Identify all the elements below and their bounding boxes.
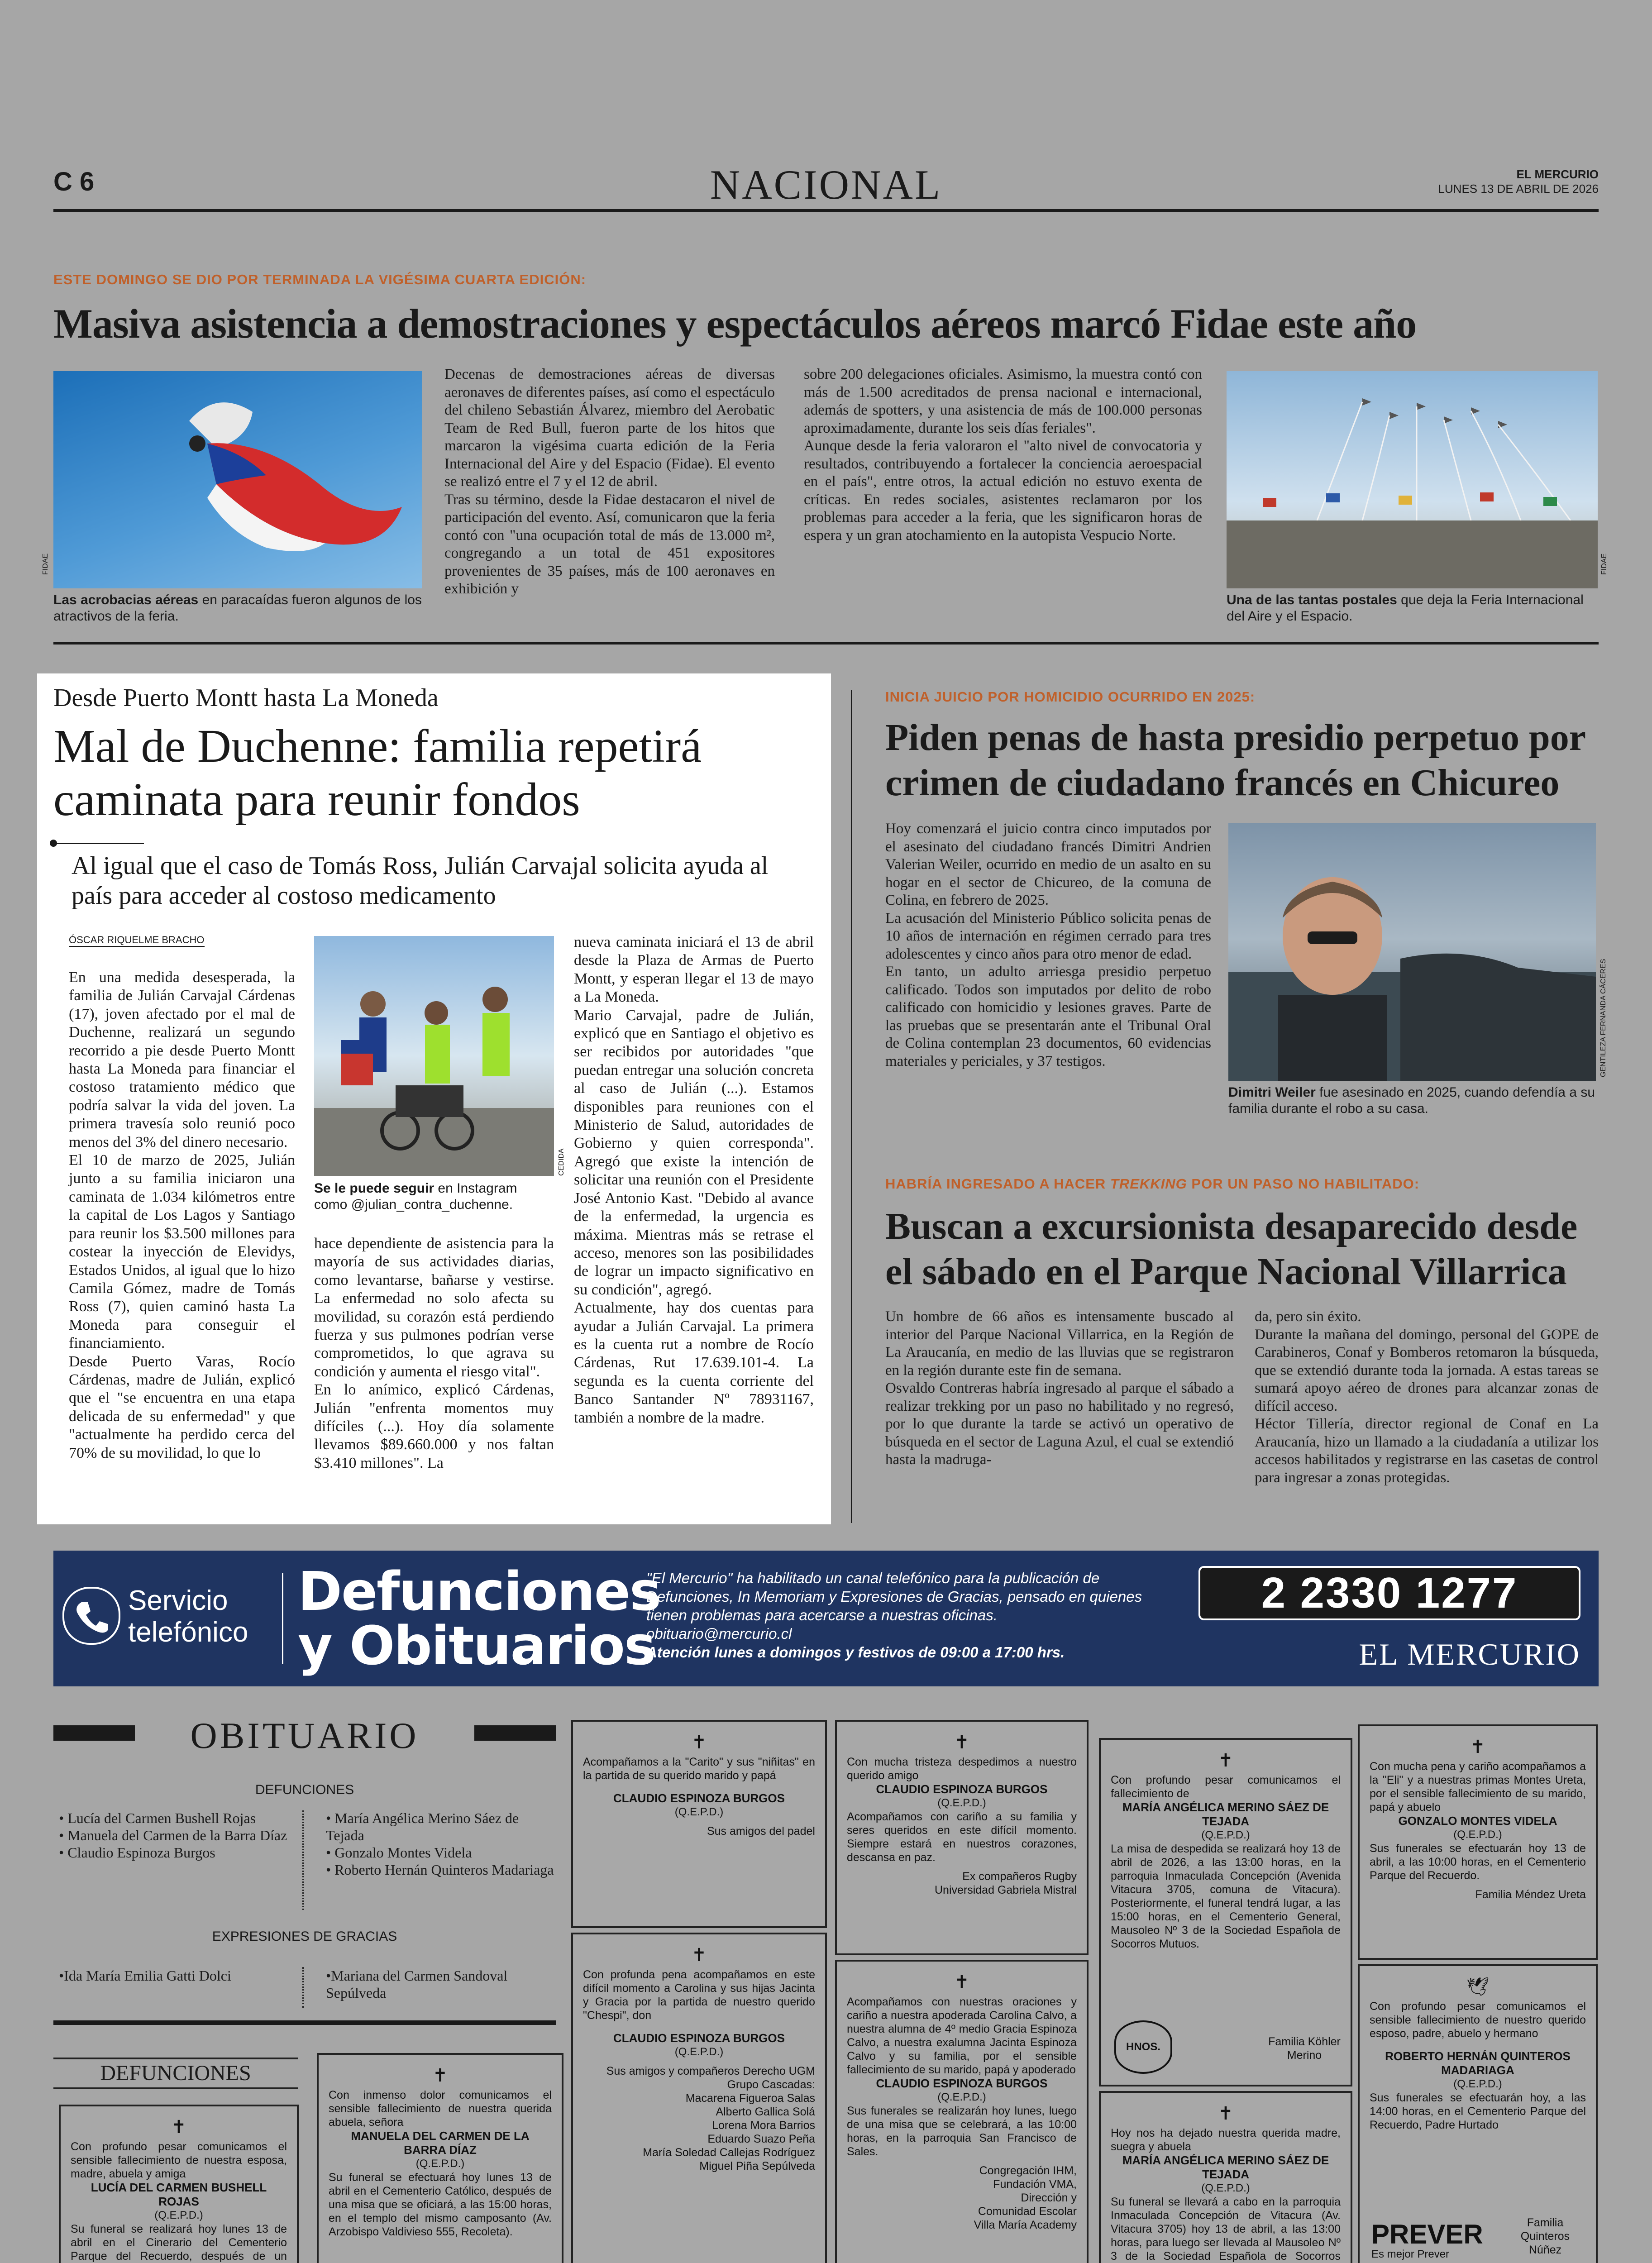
obituary-card-quinteros[interactable]: 🕊 Con profundo pesar comunicamos el sensible fallecimiento de nuestro querido esposo, padre, abuelo y hermano ROBERTO HERNÁN QUINTEROS MADARIAGA (Q.E.P.D.) Sus funerales se efectuarán hoy, a las 14:00 horas, en el Cementerio Parque del Recuerdo, Padre Hurtado PREVER Es mejor Prever Familia Quinteros Núñez: [1358, 1964, 1598, 2263]
defunciones-section-label: DEFUNCIONES: [53, 2058, 298, 2089]
obituario-title-bar-right: [474, 1725, 556, 1741]
fidae-caption-right: Una de las tantas postales que deja la Feria Internacional del Aire y el Espacio.: [1227, 592, 1584, 624]
banner-service-top: Servicio: [128, 1585, 228, 1616]
fidae-col2: sobre 200 delegaciones oficiales. Asimismo, la muestra contó con más de 1.500 acreditados de prensa nacional e internacional, además de spotters, y una asistencia de más de 100.000 personas aproximadamente, durante los seis días feriales". Aunque desde la feria valoraron el "alto nivel de convocatoria y resultados, contribuyendo a fortalecer la conciencia aeroespacial en el país", entre otros, la actual edición no estuvo exenta de críticas. En redes sociales, asistentes reclamaron por los problemas para acceder a la feria, que les significaron horas de espera y un gran atochamiento en la autopista Vespucio Norte.: [804, 366, 1202, 544]
banner-title-bottom: y Obituarios: [298, 1614, 655, 1677]
defunciones-index-label: DEFUNCIONES: [255, 1782, 354, 1797]
duchenne-dek-rule: [53, 843, 144, 844]
cross-icon: ✝: [432, 2066, 448, 2086]
homicidio-photo-credit: GENTILEZA FERNANDA CÁCERES: [1599, 959, 1607, 1077]
obituario-title-text: OBITUARIO: [190, 1715, 419, 1756]
obituario-title-bar-left: [53, 1725, 135, 1741]
excursionista-col2: da, pero sin éxito. Durante la mañana del domingo, personal del GOPE de Carabineros, Conaf y Bomberos retomaron la búsqueda, que se extendió durante toda la jornada. A estas tareas se sumará apoyo aéreo de drones para alcanzar zonas de difícil acceso. Héctor Tillería, director regional de Conaf en La Araucanía, hizo un llamado a la ciudadanía a utilizar los accesos habilitados y registrarse en las casetas de control para ingresar a zonas protegidas.: [1255, 1308, 1599, 1486]
homicidio-body: Hoy comenzará el juicio contra cinco imputados por el asesinato del ciudadano francés Dimitri Andrien Valerian Weiler, ocurrido en medio de un asalto en su hogar en el sector de Chicureo, de la comuna de Colina, en febrero de 2025. La acusación del Ministerio Público solicita penas de 10 años de internación en régimen cerrado para tres adolescentes y cinco años para otro menor de edad. En tanto, un adulto arriesga presidio perpetuo calificado. Todos son imputados por delito de robo calificado con homicidio y lesiones graves. Parte de las pruebas que se presentarán ante el Tribunal Oral de Colina contemplan 23 documentos, 60 evidencias materiales y periciales, y 37 testigos.: [885, 821, 1211, 1069]
phone-icon: [62, 1587, 120, 1645]
paper-name: EL MERCURIO: [1516, 167, 1599, 181]
walkers-illustration: [314, 936, 554, 1176]
cross-icon: ✝: [954, 1733, 969, 1752]
banner-text: "El Mercurio" ha habilitado un canal telefónico para la publicación de Defunciones, In Memoriam y Expresiones de Gracias, pensado en quienes tienen problemas para acercarse a nuestras oficinas. obituario@mercurio.cl Atención lunes a domingos y festivos de 09:00 a 17:00 hrs.: [646, 1570, 1142, 1661]
excursionista-headline: Buscan a excursionista desaparecido desde el sábado en el Parque Nacional Villarrica: [885, 1205, 1578, 1293]
banner-phone-box: [1198, 1566, 1580, 1620]
cross-icon: ✝: [954, 1972, 969, 1992]
obituary-card-montes-b[interactable]: ✝ Con mucha pena y cariño acompañamos a la "Eli" y a nuestras primas Montes Ureta, por el sensible fallecimiento de su marido, papá y abuelo GONZALO MONTES VIDELA (Q.E.P.D.) Sus funerales se efectuarán hoy 13 de abril, a las 10:00 horas, en el Cementerio Parque del Recuerdo. Familia Méndez Ureta: [1358, 1724, 1598, 1960]
index-entry[interactable]: •Ida María Emilia Gatti Dolci: [59, 1967, 231, 1984]
duchenne-headline: Mal de Duchenne: familia repetirá caminata para reunir fondos: [53, 720, 702, 826]
defunciones-index-right: [326, 1809, 557, 1878]
index-entry[interactable]: • Roberto Hernán Quinteros Madariaga: [326, 1862, 554, 1878]
defunciones-index-left: [59, 1809, 294, 1861]
obituary-card-claudio-d[interactable]: ✝ Con profunda pena acompañamos en este difícil momento a Carolina y sus hijas Jacinta y Gracia por la partida de nuestro querido "Chespi", don CLAUDIO ESPINOZA BURGOS (Q.E.P.D.) Sus amigos y compañeros Derecho UGM Grupo Cascadas: Macarena Figueroa Salas Alberto Gallica Solá Lorena Mora Barrios Eduardo Suazo Peña María Soledad Callejas Rodríguez Miguel Piña Sepúlveda: [571, 1933, 827, 2263]
duchenne-kicker: Desde Puerto Montt hasta La Moneda: [53, 684, 439, 712]
banner-service-bottom: telefónico: [128, 1617, 248, 1648]
banner-divider: [282, 1573, 283, 1664]
duchenne-col2: hace dependiente de asistencia para la mayoría de sus actividades diarias, como levantarse, bañarse y vestirse. La enfermedad no solo afecta su movilidad, su corazón está perdiendo fuerza y sus pulmones podrían verse comprometidos, lo que agrava su condición y aumenta el riesgo vital". En lo anímico, explicó Cárdenas, Julián "enfrenta momentos muy difíciles (...). Hoy día solamente llevamos $89.660.000 y nos faltan $3.410 millones". La: [314, 1235, 554, 1471]
obituary-card-manuela-2[interactable]: ✝ Con inmenso dolor comunicamos el sensible fallecimiento de nuestra querida abuela, señora MANUELA DEL CARMEN DE LA BARRA DÍAZ (Q.E.P.D.) Su funeral se efectuará hoy lunes 13 de abril en el Cementerio Católico, después de una misa que se oficiará, a las 15:00 horas, en el templo del mismo camposanto (Av. Arzobispo Valdivieso 555, Recoleta).: [317, 2053, 563, 2263]
fidae-col1: Decenas de demostraciones aéreas de diversas aeronaves de diferentes países, así como el espectáculo del chileno Sebastián Álvarez, miembro del Aerobatic Team de Red Bull, fueron parte de los hitos que marcaron la vigésima cuarta edición de la Feria Internacional del Aire y del Espacio (Fidae). El evento se realizó entre el 7 y el 12 de abril. Tras su término, desde la Fidae destacaron el nivel de participación del evento. Así, comunicaron que la feria contó con "una ocupación total de más de 13.000 m², congregando a un total de 451 expositores provenientes de 35 países, más de 100 aeronaves en exhibición y: [444, 366, 775, 597]
expresiones-index-right: [326, 1967, 557, 2001]
obituary-card-claudio-h[interactable]: ✝ Acompañamos con nuestras oraciones y cariño a nuestra apoderada Carolina Calvo, a nuestra alumna de 4º medio Gracia Espinoza Calvo, a nuestra exalumna Jacinta Espinoza Calvo y su familia, por el sensible fallecimiento de su marido, papá y apoderado CLAUDIO ESPINOZA BURGOS (Q.E.P.D.) Sus funerales se realizarán hoy lunes, luego de una misa que se celebrará, a las 10:00 horas, en la parroquia San Francisco de Sales. Congregación IHM, Fundación VMA, Dirección y Comunidad Escolar Villa María Academy: [835, 1960, 1089, 2263]
obituario-title: [53, 1715, 556, 1756]
air-show-crowd-illustration: [1227, 371, 1598, 588]
cross-icon: ✝: [1218, 1751, 1233, 1771]
index-entry[interactable]: •Mariana del Carmen Sandoval Sepúlveda: [326, 1967, 508, 2001]
obituary-card-merino-c[interactable]: ✝ Hoy nos ha dejado nuestra querida madre, suegra y abuela MARÍA ANGÉLICA MERINO SÁEZ DE TEJADA (Q.E.P.D.) Su funeral se llevará a cabo en la parroquia Inmaculada Concepción de Vitacura (Av. Vitacura 3705) hoy 13 de abril, a las 13:00 horas, para luego ser llevada al Mausoleo Nº 3 de la Sociedad Española de Socorros: [1099, 2091, 1352, 2263]
duchenne-caption: Se le puede seguir en Instagram como @julian_contra_duchenne.: [314, 1181, 517, 1212]
fidae-kicker: ESTE DOMINGO SE DIO POR TERMINADA LA VIGÉSIMA CUARTA EDICIÓN:: [53, 272, 587, 287]
homicidio-kicker: INICIA JUICIO POR HOMICIDIO OCURRIDO EN 2025:: [885, 689, 1256, 705]
expresiones-index-label: EXPRESIONES DE GRACIAS: [212, 1929, 397, 1944]
duchenne-dek-dot: [50, 840, 57, 847]
index-divider-2: [302, 1967, 305, 2008]
page-number: C 6: [53, 167, 95, 196]
portrait-coast-illustration: [1228, 823, 1596, 1081]
fidae-headline: Masiva asistencia a demostraciones y espectáculos aéreos marcó Fidae este año: [53, 301, 1417, 347]
parachute-flag-illustration: [53, 371, 422, 588]
header-rule: [53, 209, 1599, 212]
banner-phone[interactable]: 2 2330 1277: [1261, 1569, 1518, 1617]
obituary-card-merino-b[interactable]: ✝ Con profundo pesar comunicamos el fallecimiento de MARÍA ANGÉLICA MERINO SÁEZ DE TEJADA (Q.E.P.D.) La misa de despedida se realizará hoy 13 de abril de 2026, a las 13:00 horas, en la parroquia Inmaculada Concepción (Avenida Vitacura 3705, comuna de Vitacura). Posteriormente, el funeral tendrá lugar, a las 15:00 horas, en el Cementerio General, Mausoleo Nº 3 de la Sociedad Española de Socorros Mutuos. HNOS. Familia Köhler Merino: [1099, 1738, 1352, 2086]
fidae-photo-credit-left: FIDAE: [42, 553, 49, 575]
cross-icon: ✝: [691, 1733, 707, 1752]
duchenne-dek: Al igual que el caso de Tomás Ross, Julián Carvajal solicita ayuda al país para acceder al costoso medicamento: [72, 852, 769, 910]
banner-brand: EL MERCURIO: [1359, 1637, 1580, 1671]
section-title: NACIONAL: [710, 162, 942, 208]
cross-icon: ✝: [171, 2117, 186, 2137]
cross-icon: ✝: [1470, 1737, 1485, 1757]
index-entry[interactable]: • Gonzalo Montes Videla: [326, 1844, 472, 1861]
expresiones-index-left: [59, 1967, 294, 1984]
fidae-photo-left: [53, 371, 422, 588]
duchenne-photo-credit: CEDIDA: [558, 1148, 565, 1176]
fidae-photo-credit-right: FIDAE: [1600, 553, 1608, 575]
cross-icon: ✝: [1218, 2104, 1233, 2124]
excursionista-col1: Un hombre de 66 años es intensamente buscado al interior del Parque Nacional Villarrica, en la Región de La Araucanía, en medio de las lluvias que se registraron en la región durante este fin de semana. Osvaldo Contreras habría ingresado al parque el sábado a realizar trekking por un paso no habilitado y no regresó, por lo que durante la tarde se activó un operativo de búsqueda en el sector de Laguna Azul, el cual se extendió hasta la madruga-: [885, 1308, 1234, 1468]
obituary-card-claudio-g[interactable]: ✝ Con mucha tristeza despedimos a nuestro querido amigo CLAUDIO ESPINOZA BURGOS (Q.E.P.D.) Acompañamos con cariño a su familia y seres queridos en este difícil momento. Siempre estará en nuestros corazones, descansa en paz. Ex compañeros Rugby Universidad Gabriela Mistral: [835, 1720, 1089, 1955]
column-divider: [851, 690, 852, 1523]
duchenne-photo: [314, 936, 554, 1176]
index-entry[interactable]: • Lucía del Carmen Bushell Rojas: [59, 1810, 256, 1826]
duchenne-byline: ÓSCAR RIQUELME BRACHO: [69, 934, 205, 947]
banner-email[interactable]: obituario@mercurio.cl: [646, 1625, 792, 1642]
funeral-home-logo: HNOS.: [1114, 2020, 1172, 2074]
obituary-card-lucia[interactable]: ✝ Con profundo pesar comunicamos el sensible fallecimiento de nuestra esposa, madre, abuela y amiga LUCÍA DEL CARMEN BUSHELL ROJAS (Q.E.P.D.) Su funeral se realizará hoy lunes 13 de abril en el Cinerario del Cementerio Parque del Recuerdo, después de un: [59, 2105, 299, 2263]
dove-icon: 🕊: [1466, 1977, 1490, 1997]
fidae-caption-left: Las acrobacias aéreas en paracaídas fueron algunos de los atractivos de la feria.: [53, 592, 422, 624]
prever-logo: PREVER Es mejor Prever: [1371, 2219, 1483, 2260]
obituary-card-claudio-c[interactable]: ✝ Acompañamos a la "Carito" y sus "niñitas" en la partida de su querido marido y papá CLAUDIO ESPINOZA BURGOS (Q.E.P.D.) Sus amigos del padel: [571, 1720, 827, 1928]
issue-date: LUNES 13 DE ABRIL DE 2026: [1438, 182, 1599, 196]
duchenne-col3: nueva caminata iniciará el 13 de abril desde la Plaza de Armas de Puerto Montt, y esperan llegar el 13 de mayo a La Moneda. Mario Carvajal, padre de Julián, explicó que en Santiago el objetivo es ser recibidos por autoridades "que puedan entregar una solución concreta al caso de Julián (...). Estamos disponibles para reuniones con el Ministerio de Salud, autoridades de Gobierno y quien corresponda". Agregó que existe la intención de solicitar una reunión con el Presidente José Antonio Kast. "Debido al avance de la enfermedad, la urgencia es máxima. Mientras más se retrase el acceso, menores son las posibilidades de lograr un impacto significativo en su condición", agregó. Actualmente, hay dos cuentas para ayudar a Julián Carvajal. La primera es la cuenta rut a nombre de Rocío Cárdenas, Rut 17.639.101-4. La segunda es la cuenta corriente del Banco Santander Nº 78931167, también a nombre de la madre.: [574, 934, 814, 1426]
homicidio-headline: Piden penas de hasta presidio perpetuo por crimen de ciudadano francés en Chicureo: [885, 716, 1585, 804]
excursionista-kicker: HABRÍA INGRESADO A HACER TREKKING POR UN PASO NO HABILITADO:: [885, 1176, 1420, 1192]
fidae-bottom-rule: [53, 642, 1599, 645]
cross-icon: ✝: [691, 1945, 707, 1965]
index-entry[interactable]: • María Angélica Merino Sáez de Tejada: [326, 1810, 519, 1843]
index-entry[interactable]: • Manuela del Carmen de la Barra Díaz: [59, 1827, 287, 1843]
homicidio-photo: [1228, 823, 1596, 1081]
banner-title-top: Defunciones: [298, 1560, 661, 1623]
fidae-photo-right: [1227, 371, 1598, 588]
duchenne-col1: En una medida desesperada, la familia de Julián Carvajal Cárdenas (17), joven afectado por el mal de Duchenne, realizará un segundo recorrido a pie desde Puerto Montt hasta La Moneda para financiar el costoso tratamiento médico que podría salvar la vida del joven. La primera travesía solo reunió poco menos del 3% del dinero necesario. El 10 de marzo de 2025, Julián junto a su familia iniciaron una caminata de 1.034 kilómetros entre la capital de Los Lagos y Santiago para reunir los $3.500 millones para costear la inyección de Elevidys, Estados Unidos, al igual que lo hizo Camila Gómez, madre de Tomás Ross (7), quien caminó hasta La Moneda para conseguir el financiamiento. Desde Puerto Varas, Rocío Cárdenas, madre de Julián, explicó que el "se encuentra en una etapa delicada de su enfermedad" y que "actualmente ha perdido cerca del 70% de su movilidad, lo que lo: [69, 969, 295, 1461]
obituary-service-banner: [53, 1551, 1599, 1686]
index-bottom-rule: [53, 2020, 556, 2025]
homicidio-caption: Dimitri Weiler fue asesinado en 2025, cuando defendía a su familia durante el robo a su casa.: [1228, 1085, 1595, 1116]
index-entry[interactable]: • Claudio Espinoza Burgos: [59, 1844, 215, 1861]
index-divider: [302, 1810, 305, 1910]
